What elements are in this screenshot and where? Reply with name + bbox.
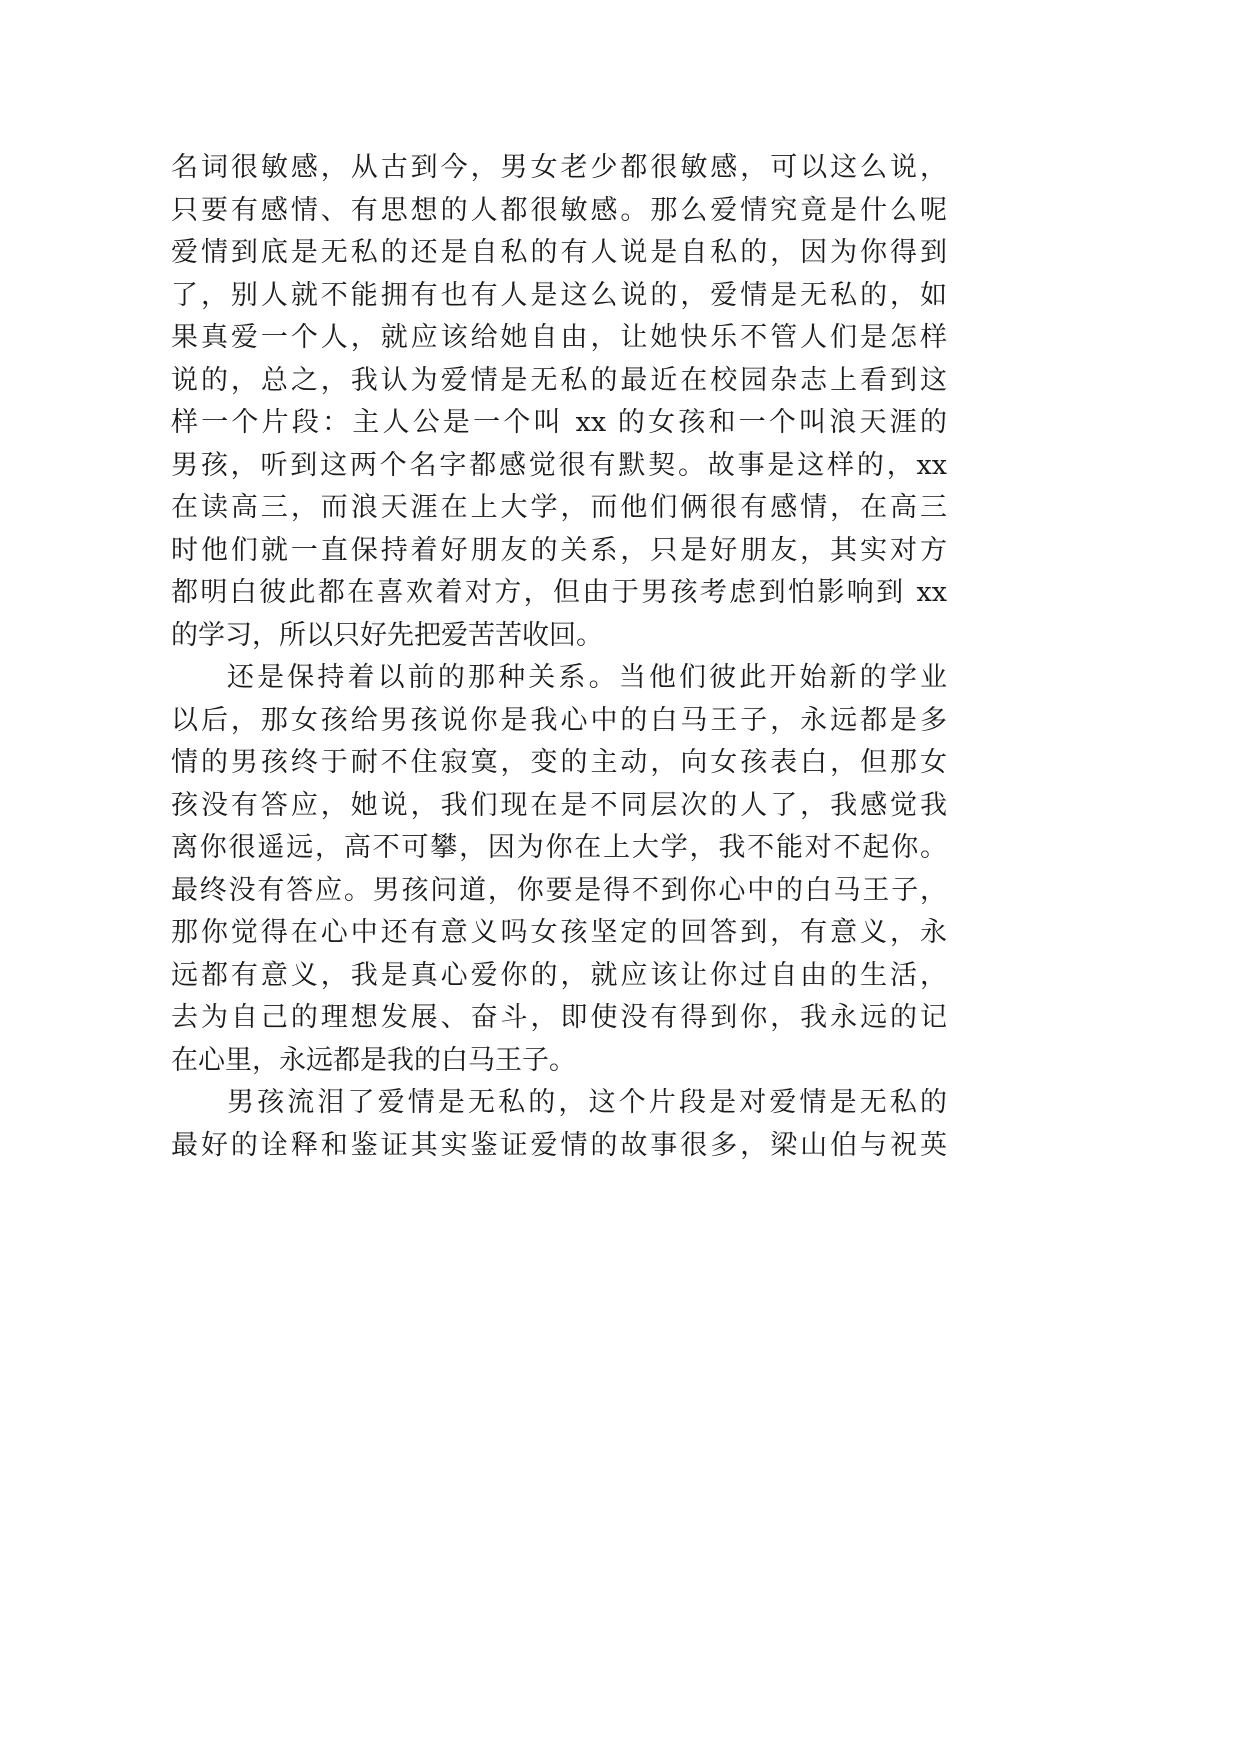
text-line: 男孩，听到这两个名字都感觉很有默契。故事是这样的，xx: [171, 449, 947, 481]
text-line: 离你很遥远，高不可攀，因为你在上大学，我不能对不起你。: [171, 832, 947, 863]
text-line: 情的男孩终于耐不住寂寞，变的主动，向女孩表白，但那女: [171, 747, 947, 778]
document-page: [171, 147, 947, 1167]
text-line: 时他们就一直保持着好朋友的关系，只是好朋友，其实对方: [171, 534, 947, 566]
text-line: 的学习，所以只好先把爱苦苦收回。: [171, 619, 603, 651]
text-line: 了，别人就不能拥有也有人是这么说的，爱情是无私的，如: [171, 279, 947, 311]
text-line: 样一个片段：主人公是一个叫 xx 的女孩和一个叫浪天涯的: [171, 407, 947, 438]
text-line: 去为自己的理想发展、奋斗，即使没有得到你，我永远的记: [171, 1002, 947, 1033]
paragraph-3: [171, 1082, 947, 1167]
text-line: 在心里，永远都是我的白马王子。: [171, 1044, 576, 1076]
text-line: 爱情到底是无私的还是自私的有人说是自私的，因为你得到: [171, 237, 947, 268]
text-line: 还是保持着以前的那种关系。当他们彼此开始新的学业: [227, 662, 947, 693]
text-line: 果真爱一个人，就应该给她自由，让她快乐不管人们是怎样: [171, 322, 947, 353]
text-line: 最好的诠释和鉴证其实鉴证爱情的故事很多，梁山伯与祝英: [171, 1129, 947, 1161]
text-line: 都明白彼此都在喜欢着对方，但由于男孩考虑到怕影响到 xx: [171, 577, 947, 608]
text-line: 远都有意义，我是真心爱你的，就应该让你过自由的生活，: [171, 959, 947, 991]
text-line: 孩没有答应，她说，我们现在是不同层次的人了，我感觉我: [171, 789, 947, 821]
paragraph-1: [171, 147, 947, 657]
text-line: 男孩流泪了爱情是无私的，这个片段是对爱情是无私的: [227, 1087, 947, 1118]
text-line: 那你觉得在心中还有意义吗女孩坚定的回答到，有意义，永: [171, 917, 947, 948]
text-line: 在读高三，而浪天涯在上大学，而他们俩很有感情，在高三: [171, 492, 947, 523]
text-line: 名词很敏感，从古到今，男女老少都很敏感，可以这么说，: [171, 152, 947, 183]
text-line: 最终没有答应。男孩问道，你要是得不到你心中的白马王子，: [171, 874, 947, 906]
text-line: 以后，那女孩给男孩说你是我心中的白马王子，永远都是多: [171, 704, 947, 736]
paragraph-2: [171, 657, 947, 1082]
text-line: 只要有感情、有思想的人都很敏感。那么爱情究竟是什么呢: [171, 194, 947, 226]
text-line: 说的，总之，我认为爱情是无私的最近在校园杂志上看到这: [171, 364, 947, 396]
